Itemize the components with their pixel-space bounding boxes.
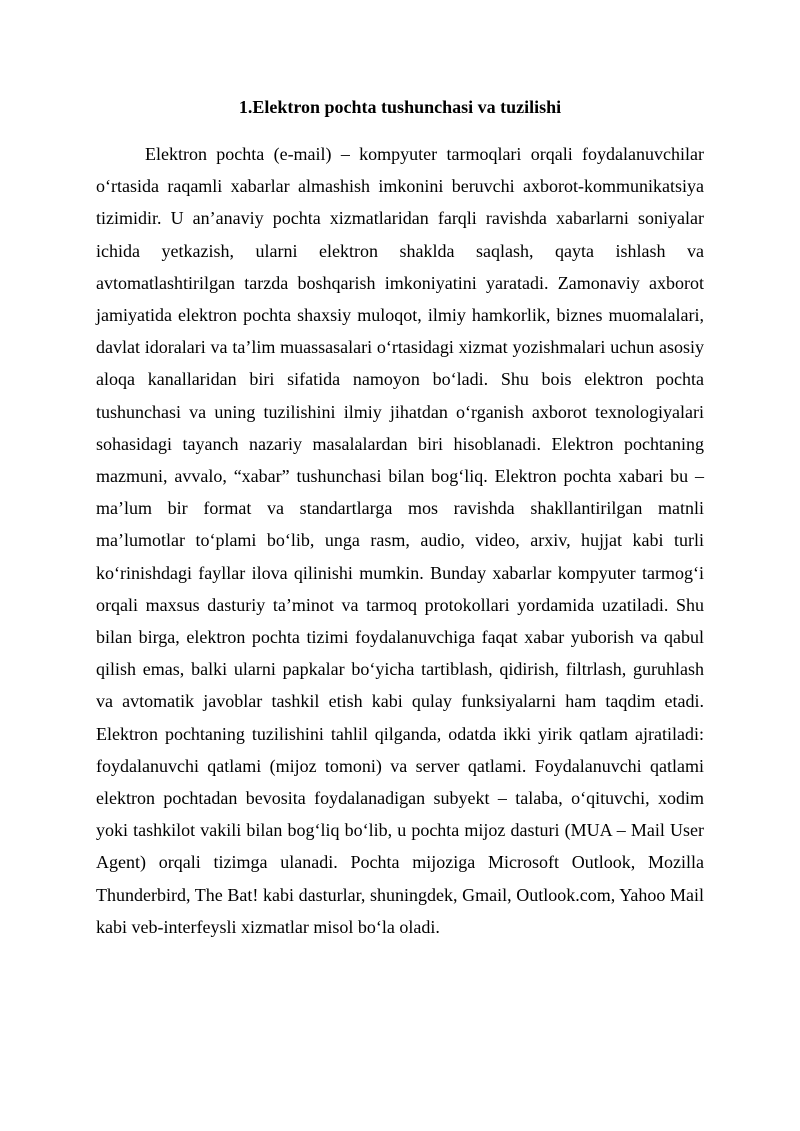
section-heading: 1.Elektron pochta tushunchasi va tuzilishi <box>238 97 562 117</box>
body-paragraph: Elektron pochta (e-mail) – kompyuter tarmoqlari orqali foydalanuvchilar o‘rtasida raqamli xabarlar almashish imkonini beruvchi axborot-kommunikatsiya tizimidir. U an’anaviy pochta xizmatlaridan farqli ravishda xabarlarni soniyalar ichida yetkazish, ularni elektron shaklda saqlash, qayta ishlash va avtomatlashtirilgan tarzda boshqarish imkoniyatini yaratadi. Zamonaviy axborot jamiyatida elektron pochta shaxsiy muloqot, ilmiy hamkorlik, biznes muomalalari, davlat idoralari va ta’lim muassasalari o‘rtasidagi xizmat yozishmalari uchun asosiy aloqa kanallaridan biri sifatida namoyon bo‘ladi. Shu bois elektron pochta tushunchasi va uning tuzilishini ilmiy jihatdan o‘rganish axborot texnologiyalari sohasidagi tayanch nazariy masalalardan biri hisoblanadi. Elektron pochtaning mazmuni, avvalo, “xabar” tushunchasi bilan bog‘liq. Elektron pochta xabari bu – ma’lum bir format va standartlarga mos ravishda shakllantirilgan matnli ma’lumotlar to‘plami bo‘lib, unga rasm, audio, video, arxiv, hujjat kabi turli ko‘rinishdagi fayllar ilova qilinishi mumkin. Bunday xabarlar kompyuter tarmog‘i orqali maxsus dasturiy ta’minot va tarmoq protokollari yordamida uzatiladi. Shu bilan birga, elektron pochta tizimi foydalanuvchiga faqat xabar yuborish va qabul qilish emas, balki ularni papkalar bo‘yicha tartiblash, qidirish, filtrlash, guruhlash va avtomatik javoblar tashkil etish kabi qulay funksiyalarni ham taqdim etadi. Elektron pochtaning tuzilishini tahlil qilganda, odatda ikki yirik qatlam ajratiladi: foydalanuvchi qatlami (mijoz tomoni) va server qatlami. Foydalanuvchi qatlami elektron pochtadan bevosita foydalanadigan subyekt – talaba, o‘qituvchi, xodim yoki tashkilot vakili bilan bog‘liq bo‘lib, u pochta mijoz dasturi (MUA – Mail User Agent) orqali tizimga ulanadi. Pochta mijoziga Microsoft Outlook, Mozilla Thunderbird, The Bat! kabi dasturlar, shuningdek, Gmail, Outlook.com, Yahoo Mail kabi veb-interfeysli xizmatlar misol bo‘la oladi. <box>96 144 704 937</box>
